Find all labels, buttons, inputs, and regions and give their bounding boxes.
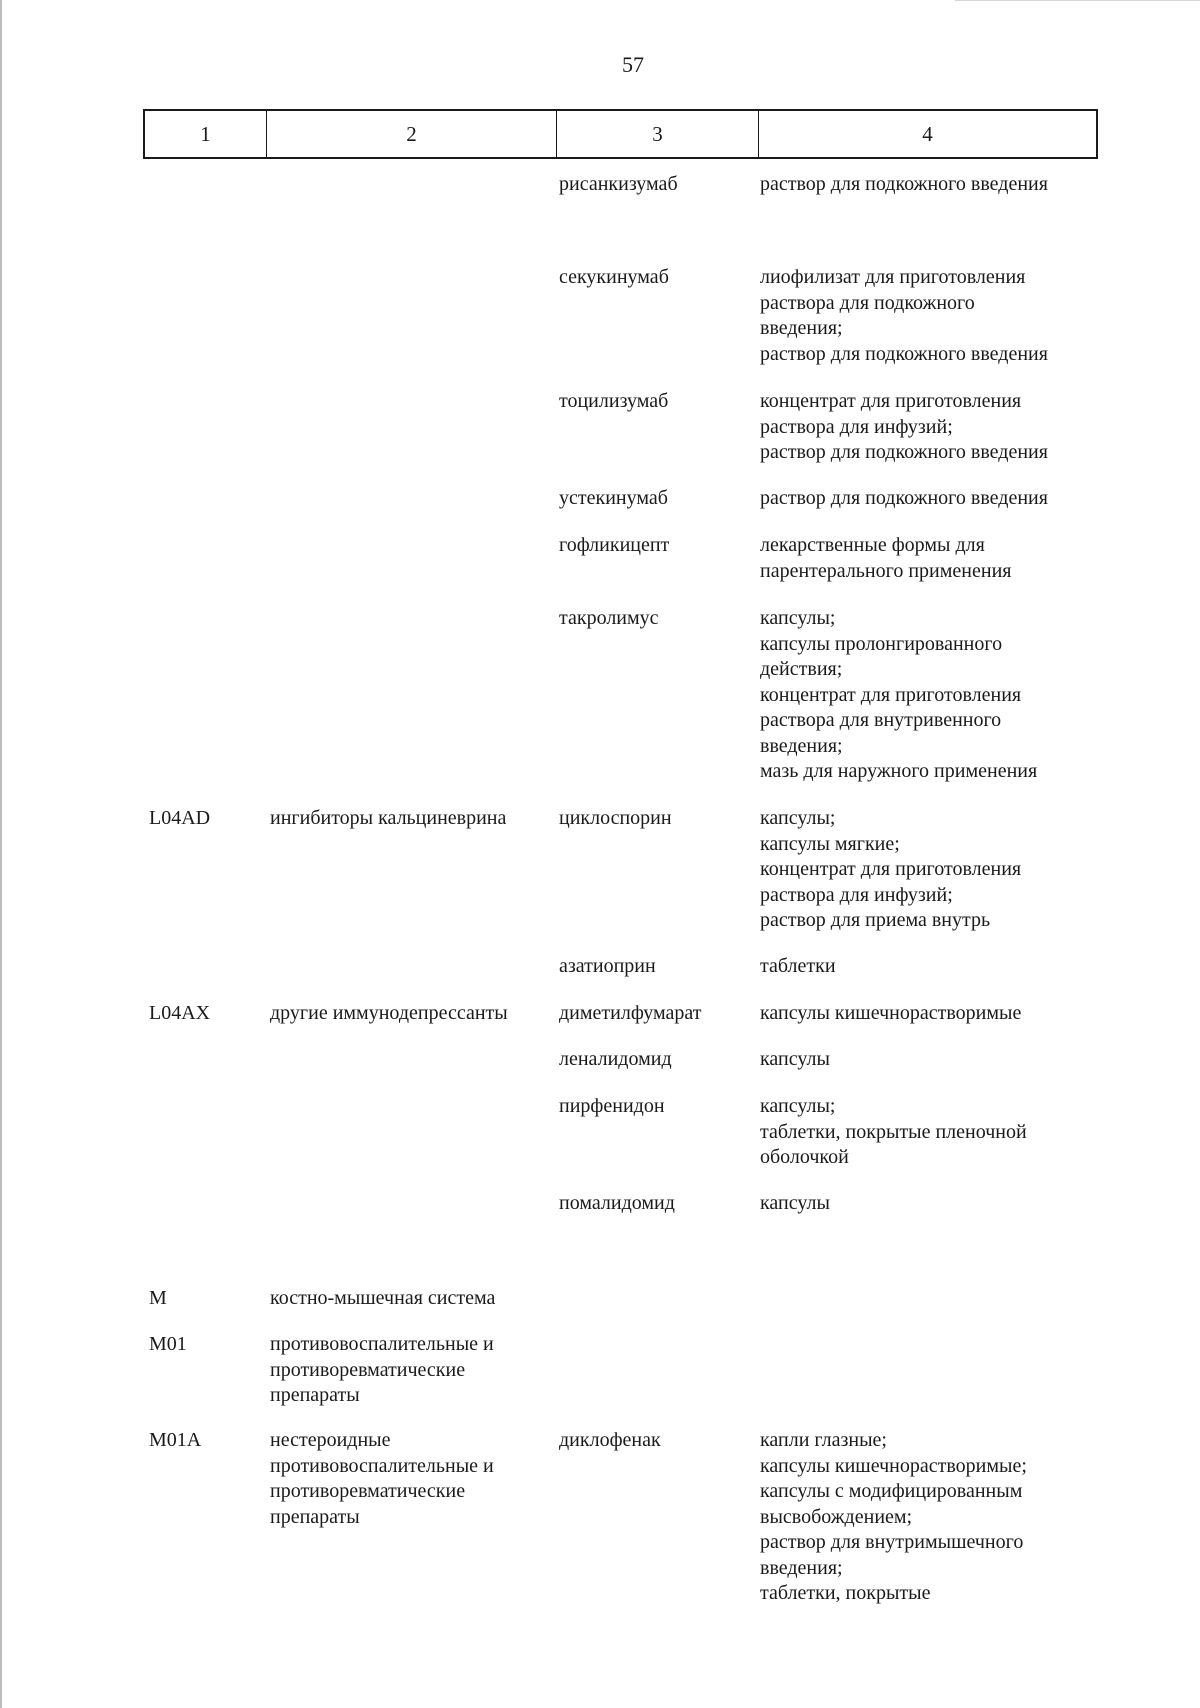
dosage-forms-line: раствор для внутримышечного <box>760 1531 1024 1553</box>
dosage-forms <box>760 1047 1100 1073</box>
group-name <box>270 1001 560 1027</box>
dosage-forms-line: раствор для подкожного введения <box>760 441 1048 463</box>
dosage-forms <box>760 1094 1100 1171</box>
dosage-forms-line: капсулы кишечнорастворимые <box>760 1002 1022 1024</box>
substance-name <box>559 1047 759 1073</box>
dosage-forms-line: лиофилизат для приготовления <box>760 266 1026 288</box>
dosage-forms-line: капсулы <box>760 1192 830 1214</box>
dosage-forms <box>760 172 1100 198</box>
dosage-forms-line: капсулы; <box>760 607 836 629</box>
dosage-forms-line: капли глазные; <box>760 1429 887 1451</box>
dosage-forms-line: мазь для наружного применения <box>760 760 1038 782</box>
dosage-forms-line: капсулы с модифицированным <box>760 1480 1023 1502</box>
substance-name <box>559 606 759 632</box>
dosage-forms-line: лекарственные формы для <box>760 534 985 556</box>
atc-code <box>149 1428 259 1454</box>
group-name-line: противовоспалительные и <box>270 1333 494 1355</box>
dosage-forms-line: капсулы мягкие; <box>760 832 900 855</box>
dosage-forms-line: раствор для подкожного введения <box>760 487 1048 509</box>
substance-name-line: такролимус <box>559 607 659 629</box>
substance-name-line: помалидомид <box>559 1192 675 1214</box>
group-name-line: нестероидные <box>270 1429 391 1451</box>
group-name-line: противоревматические <box>270 1480 466 1502</box>
dosage-forms-line: раствор для подкожного введения <box>760 342 1048 365</box>
atc-code-line: M01 <box>149 1333 187 1355</box>
substance-name <box>559 265 759 291</box>
group-name-line: другие иммунодепрессанты <box>270 1002 508 1024</box>
dosage-forms-line: раствор для подкожного введения <box>760 173 1048 195</box>
substance-name-line: секукинумаб <box>559 266 669 288</box>
dosage-forms-line: капсулы кишечнорастворимые; <box>760 1454 1027 1477</box>
substance-name <box>559 1001 759 1027</box>
dosage-forms <box>760 389 1100 466</box>
header-col-3: 3 <box>557 111 759 157</box>
dosage-forms-line: концентрат для приготовления <box>760 858 1022 880</box>
dosage-forms-line: таблетки <box>760 955 836 977</box>
dosage-forms-line: введения; <box>760 1556 843 1579</box>
atc-code <box>149 1332 259 1358</box>
dosage-forms-line: раствора для внутривенного <box>760 709 1002 731</box>
atc-code-line: M01A <box>149 1429 202 1451</box>
header-col-2: 2 <box>267 111 557 157</box>
dosage-forms-line: таблетки, покрытые <box>760 1582 931 1604</box>
substance-name <box>559 1191 759 1217</box>
dosage-forms <box>760 1001 1100 1027</box>
substance-name-line: диклофенак <box>559 1429 661 1451</box>
group-name-line: препараты <box>270 1505 360 1528</box>
group-name-line: противоревматические <box>270 1358 466 1381</box>
substance-name-line: тоцилизумаб <box>559 390 669 412</box>
dosage-forms <box>760 606 1100 785</box>
substance-name <box>559 172 759 198</box>
dosage-forms-line: концентрат для приготовления <box>760 683 1022 706</box>
substance-name <box>559 1428 759 1454</box>
group-name-line: ингибиторы кальциневрина <box>270 807 507 829</box>
dosage-forms-line: введения; <box>760 317 843 339</box>
substance-name-line: пирфенидон <box>559 1095 665 1117</box>
substance-name-line: гофликицепт <box>559 534 670 556</box>
dosage-forms <box>760 1191 1100 1217</box>
dosage-forms-line: таблетки, покрытые пленочной <box>760 1120 1027 1143</box>
dosage-forms-line: раствора для подкожного <box>760 291 975 314</box>
substance-name <box>559 1094 759 1120</box>
substance-name-line: рисанкизумаб <box>559 173 678 195</box>
group-name <box>270 1428 560 1530</box>
substance-name-line: леналидомид <box>559 1048 672 1070</box>
substance-name <box>559 533 759 559</box>
group-name <box>270 1286 560 1312</box>
group-name-line: препараты <box>270 1384 360 1406</box>
substance-name <box>559 954 759 980</box>
dosage-forms-line: капсулы пролонгированного <box>760 632 1003 655</box>
atc-code <box>149 806 259 832</box>
substance-name-line: азатиоприн <box>559 955 656 977</box>
atc-code-line: M <box>149 1287 167 1309</box>
dosage-forms-line: действия; <box>760 658 843 680</box>
substance-name-line: устекинумаб <box>559 487 668 509</box>
dosage-forms-line: введения; <box>760 734 843 757</box>
substance-name <box>559 806 759 832</box>
atc-code-line: L04AD <box>149 807 211 829</box>
group-name-line: костно-мышечная система <box>270 1287 496 1309</box>
dosage-forms-line: оболочкой <box>760 1146 849 1168</box>
dosage-forms-line: концентрат для приготовления <box>760 390 1022 412</box>
dosage-forms-line: парентерального применения <box>760 559 1012 582</box>
group-name-line: противовоспалительные и <box>270 1454 494 1477</box>
dosage-forms <box>760 533 1100 584</box>
dosage-forms-line: раствор для приема внутрь <box>760 909 991 931</box>
dosage-forms-line: капсулы; <box>760 1095 836 1117</box>
dosage-forms <box>760 806 1100 934</box>
dosage-forms <box>760 265 1100 367</box>
dosage-forms <box>760 954 1100 980</box>
dosage-forms <box>760 1428 1100 1607</box>
atc-code <box>149 1286 259 1312</box>
atc-code <box>149 1001 259 1027</box>
substance-name <box>559 389 759 415</box>
group-name <box>270 1332 560 1409</box>
substance-name-line: диметилфумарат <box>559 1002 702 1024</box>
header-col-1: 1 <box>145 111 267 157</box>
dosage-forms-line: раствора для инфузий; <box>760 883 953 906</box>
page-number: 57 <box>622 52 644 77</box>
substance-name <box>559 486 759 512</box>
group-name <box>270 806 560 832</box>
substance-name-line: циклоспорин <box>559 807 672 829</box>
dosage-forms-line: высвобождением; <box>760 1505 913 1528</box>
dosage-forms-line: капсулы; <box>760 807 836 829</box>
dosage-forms <box>760 486 1100 512</box>
header-col-4: 4 <box>922 121 933 146</box>
dosage-forms-line: капсулы <box>760 1048 830 1070</box>
atc-code-line: L04AX <box>149 1002 211 1024</box>
dosage-forms-line: раствора для инфузий; <box>760 415 953 438</box>
